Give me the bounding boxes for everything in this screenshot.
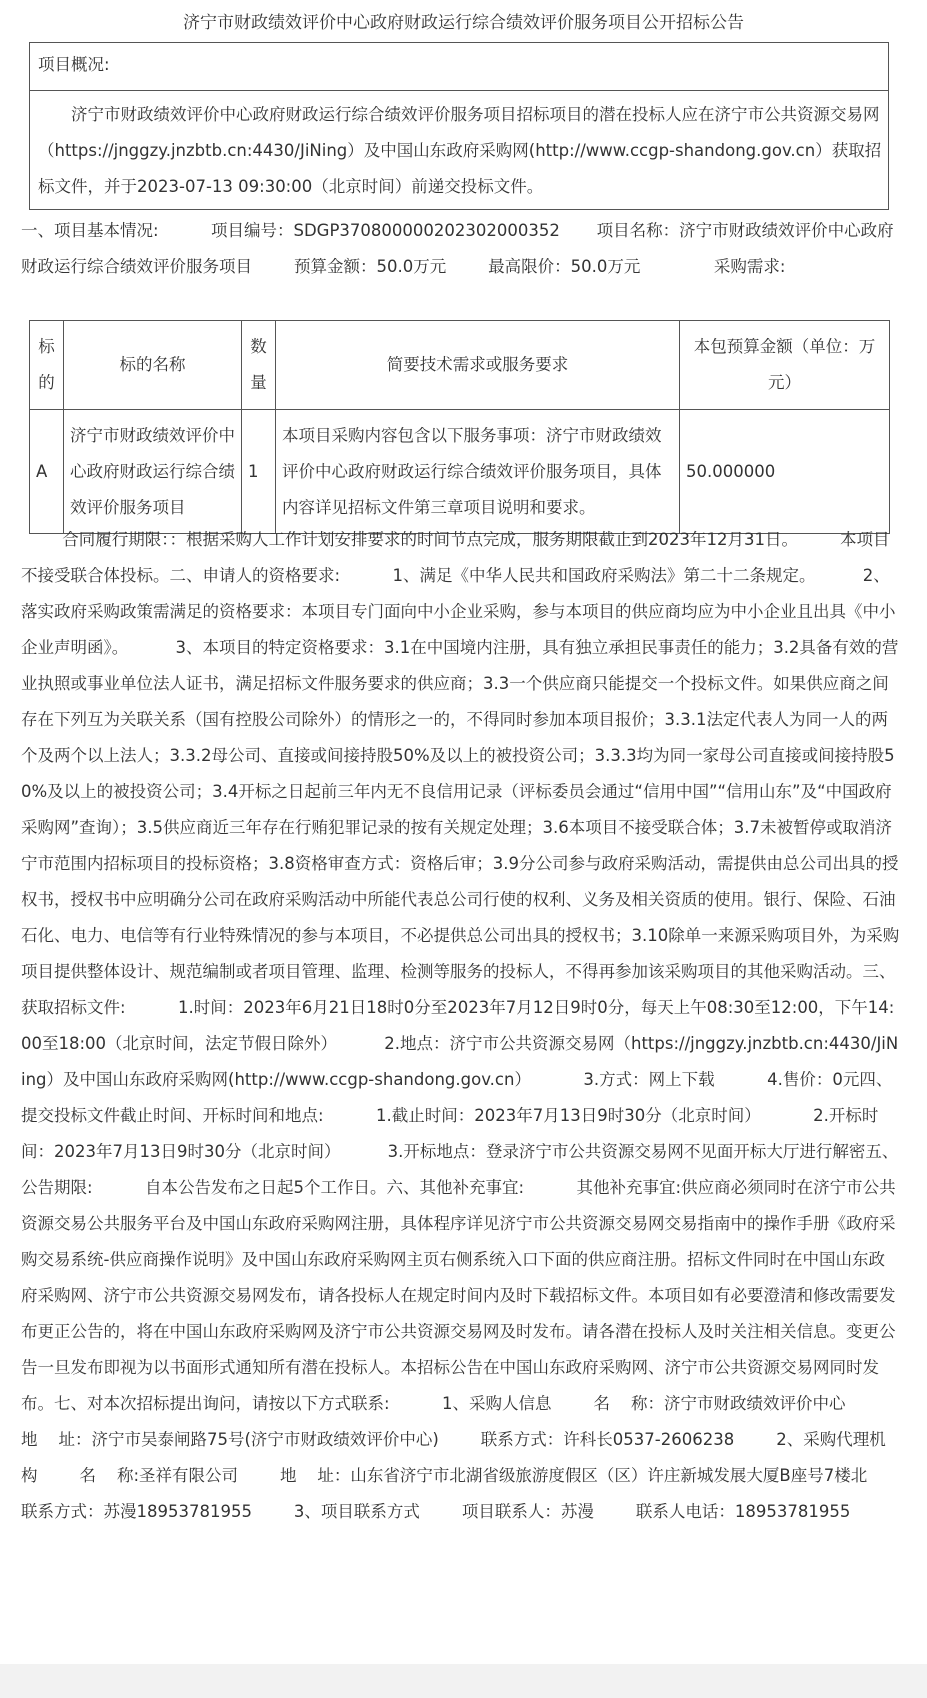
overview-body: 济宁市财政绩效评价中心政府财政运行综合绩效评价服务项目招标项目的潜在投标人应在济宁市公共资源交易网（https://jnggzy.jnzbtb.cn:4430/JiNing）及中国山东政府采购网(http://www.ccgp-shandong.gov.cn）获取招标文件，并于2023-07-13 09:30:00（北京时间）前递交投标文件。 — [38, 105, 882, 196]
table-cell: 济宁市财政绩效评价中心政府财政运行综合绩效评价服务项目 — [64, 410, 242, 534]
table-cell: 本项目采购内容包含以下服务事项：济宁市财政绩效评价中心政府财政运行综合绩效评价服务项目，具体内容详见招标文件第三章项目说明和要求。 — [276, 410, 680, 534]
table-header-cell: 标的名称 — [64, 321, 242, 410]
table-header-cell: 标的 — [30, 321, 64, 410]
footer-bar — [0, 1664, 927, 1698]
project-overview-box — [29, 42, 889, 210]
overview-heading: 项目概况: — [30, 43, 888, 91]
table-cell: 50.000000 — [680, 410, 890, 534]
notice-body-text: 合同履行期限：：根据采购人工作计划安排要求的时间节点完成，服务期限截止到2023年12月31日。 本项目不接受联合体投标。二、申请人的资格要求: 1、满足《中华人民共和国政府采购法》第二十二条规定。 2、落实政府采购政策需满足的资格要求：本项目专门面向中小企业采购，参与本项目的供应商均应为中小企业且出具《中小企业声明函》。 3、本项目的特定资格要求：3.1在中国境内注册，具有独立承担民事责任的能力；3.2具备有效的营业执照或事业单位法人证书，满足招标文件服务要求的供应商；3.3一个供应商只能提交一个投标文件。如果供应商之间存在下列互为关联关系（国有控股公司除外）的情形之一的，不得同时参加本项目报价；3.3.1法定代表人为同一人的两个及两个以上法人；3.3.2母公司、直接或间接持股50%及以上的被投资公司；3.3.3均为同一家母公司直接或间接持股50%及以上的被投资公司；3.4开标之日起前三年内无不良信用记录（评标委员会通过“信用中国”“信用山东”及“中国政府采购网”查询）；3.5供应商近三年存在行贿犯罪记录的按有关规定处理；3.6本项目不接受联合体；3.7未被暂停或取消济宁市范围内招标项目的投标资格；3.8资格审查方式：资格后审；3.9分公司参与政府采购活动，需提供由总公司出具的授权书，授权书中应明确分公司在政府采购活动中所能代表总公司行使的权利、义务及相关资质的使用。银行、保险、石油石化、电力、电信等有行业特殊情况的参与本项目，不必提供总公司出具的授权书；3.10除单一来源采购项目外，为采购项目提供整体设计、规范编制或者项目管理、监理、检测等服务的投标人，不得再参加该采购项目的其他采购活动。三、获取招标文件: 1.时间：2023年6月21日18时0分至2023年7月12日9时0分，每天上午08:30至12:00，下午14:00至18:00（北京时间，法定节假日除外） 2.地点：济宁市公共资源交易网（https://jnggzy.jnzbtb.cn:4430/JiNing）及中国山东政府采购网(http://www.ccgp-shandong.gov.cn） 3.方式：网上下载 4.售价：0元四、提交投标文件截止时间、开标时间和地点: 1.截止时间：2023年7月13日9时30分（北京时间） 2.开标时间：2023年7月13日9时30分（北京时间） 3.开标地点：登录济宁市公共资源交易网不见面开标大厅进行解密五、公告期限: 自本公告发布之日起5个工作日。六、其他补充事宜: 其他补充事宜:供应商必须同时在济宁市公共资源交易公共服务平台及中国山东政府采购网注册，具体程序详见济宁市公共资源交易网交易指南中的操作手册《政府采购交易系统-供应商操作说明》及中国山东政府采购网主页右侧系统入口下面的供应商注册。招标文件同时在中国山东政府采购网、济宁市公共资源交易网发布，请各投标人在规定时间内及时下载招标文件。本项目如有必要澄清和修改需要发布更正公告的，将在中国山东政府采购网及济宁市公共资源交易网及时发布。请各潜在投标人及时关注相关信息。变更公告一旦发布即视为以书面形式通知所有潜在投标人。本招标公告在中国山东政府采购网、济宁市公共资源交易网同时发布。七、对本次招标提出询问，请按以下方式联系: 1、采购人信息 名 称：济宁市财政绩效评价中心 地 址：济宁市吴泰闸路75号(济宁市财政绩效评价中心) 联系方式：许科长0537-2606238 2、采购代理机构 名 称:圣祥有限公司 地 址：山东省济宁市北湖省级旅游度假区（区）许庄新城发展大厦B座号7楼北 联系方式：苏漫18953781955 3、项目联系方式 项目联系人：苏漫 联系人电话：18953781955 — [21, 530, 910, 1521]
table-header-cell: 数量 — [242, 321, 276, 410]
table-header-cell: 简要技术需求或服务要求 — [276, 321, 680, 410]
table-header-cell: 本包预算金额（单位：万元） — [680, 321, 890, 410]
table-row — [30, 410, 890, 534]
table-cell: A — [30, 410, 64, 534]
page-title: 济宁市财政绩效评价中心政府财政运行综合绩效评价服务项目公开招标公告 — [183, 13, 744, 33]
procurement-table — [29, 320, 890, 534]
table-cell: 1 — [242, 410, 276, 534]
basic-info: 一、项目基本情况: 项目编号：SDGP370800000202302000352 项目名称：济宁市财政绩效评价中心政府财政运行综合绩效评价服务项目 预算金额：50.0万元 最高限价：50.0万元 采购需求: — [21, 221, 894, 276]
table-header-row — [30, 321, 890, 410]
